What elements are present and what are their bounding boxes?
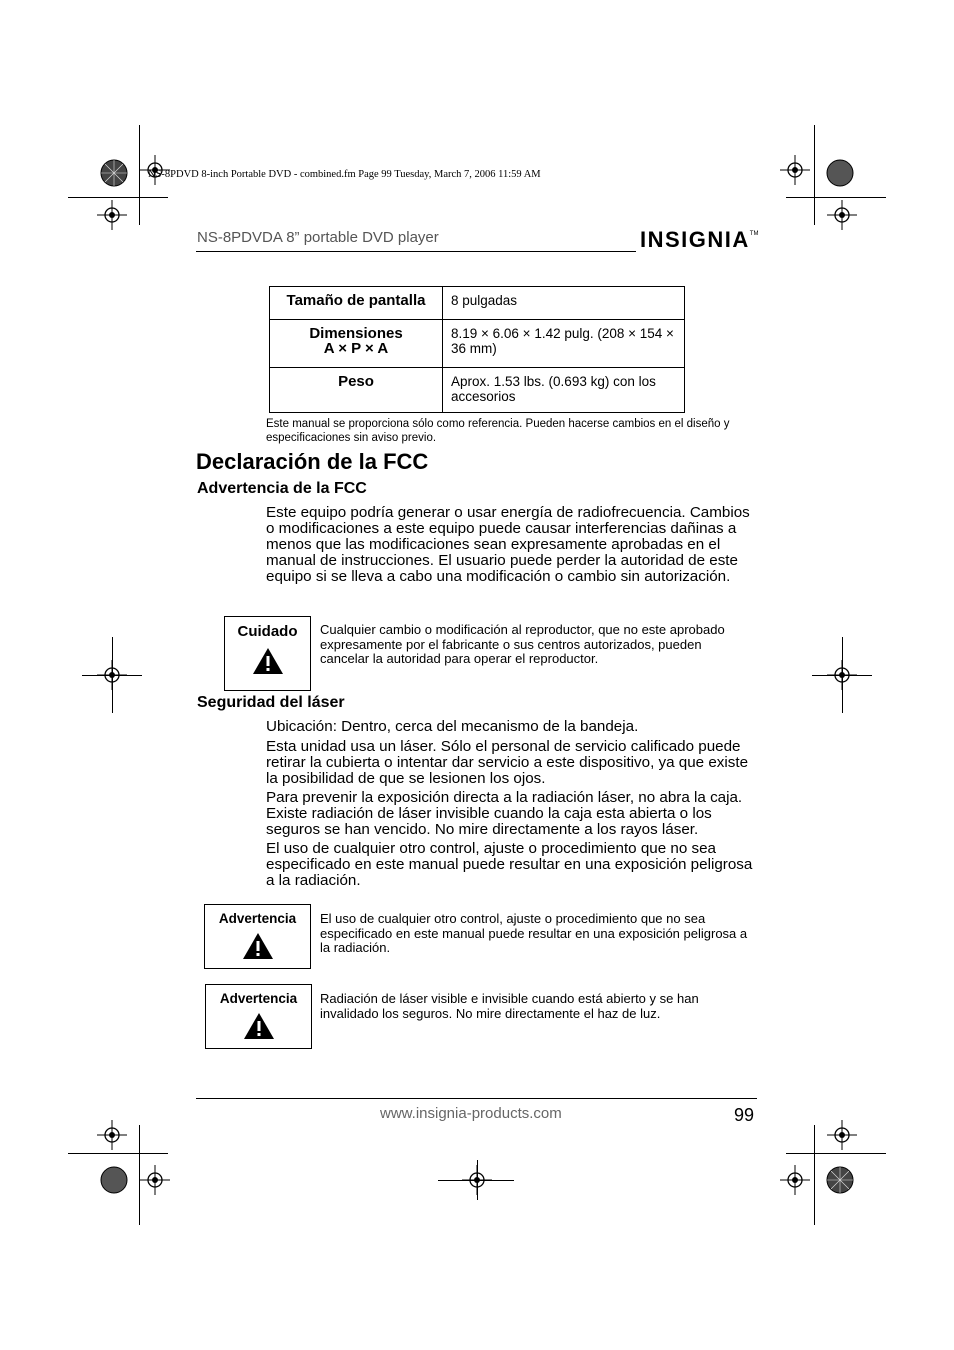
crosshair-mark-icon bbox=[97, 200, 127, 230]
crosshair-mark-icon bbox=[780, 155, 810, 185]
body-paragraph: Para prevenir la exposición directa a la radiación láser, no abra la caja. Existe radiación de láser invisible cuando la caja esta abierta o los seguros se han vencido. No mire directamente a los rayos láser. bbox=[266, 789, 743, 838]
table-row bbox=[270, 287, 685, 320]
warning-triangle-icon bbox=[252, 647, 284, 675]
registration-mark-icon bbox=[99, 158, 129, 188]
warning-text: El uso de cualquier otro control, ajuste o procedimiento que no sea especificado en este manual puede resultar en una exposición peligrosa a la radiación. bbox=[320, 911, 748, 955]
body-paragraph: Esta unidad usa un láser. Sólo el personal de servicio calificado puede retirar la cubierta o intentar dar servicio a este dispositivo, ya que existe la posibilidad de que se lesionen los ojos. bbox=[266, 738, 749, 787]
spec-value: 8.19 × 6.06 × 1.42 pulg. (208 × 154 × 36 mm) bbox=[443, 320, 685, 368]
subsection-heading: Seguridad del láser bbox=[197, 694, 345, 711]
registration-mark-icon bbox=[825, 1165, 855, 1195]
body-paragraph: Ubicación: Dentro, cerca del mecanismo de la bandeja. bbox=[266, 718, 639, 735]
registration-mark-icon bbox=[99, 1165, 129, 1195]
print-slug: NS-8PDVD 8-inch Portable DVD - combined.fm Page 99 Tuesday, March 7, 2006 11:59 AM bbox=[148, 169, 541, 180]
spec-value: 8 pulgadas bbox=[443, 287, 685, 320]
footer-url: www.insignia-products.com bbox=[380, 1105, 562, 1122]
crosshair-mark-icon bbox=[780, 1165, 810, 1195]
crosshair-mark-icon bbox=[827, 200, 857, 230]
crosshair-mark-icon bbox=[140, 1165, 170, 1195]
footer-divider bbox=[196, 1098, 757, 1099]
spec-table bbox=[269, 286, 685, 413]
section-heading: Declaración de la FCC bbox=[196, 449, 429, 474]
caution-label: Cuidado bbox=[237, 623, 298, 640]
warning-text: Radiación de láser visible e invisible cuando está abierto y se han invalidado los seguros. No mire directamente el haz de luz. bbox=[320, 991, 699, 1021]
body-paragraph: El uso de cualquier otro control, ajuste o procedimiento que no sea especificado en este manual puede resultar en una exposición peligrosa a la radiación. bbox=[266, 840, 753, 889]
page-number: 99 bbox=[734, 1105, 755, 1125]
subsection-heading: Advertencia de la FCC bbox=[197, 480, 367, 497]
warning-box bbox=[204, 904, 311, 969]
table-row bbox=[270, 320, 685, 368]
warning-triangle-icon bbox=[243, 1012, 275, 1040]
spec-value: Aprox. 1.53 lbs. (0.693 kg) con los accesorios bbox=[443, 368, 685, 413]
spec-label: Peso bbox=[270, 368, 443, 413]
caution-text: Cualquier cambio o modificación al reproductor, que no este aprobado expresamente por el fabricante o sus centros autorizados, pueden cancelar la autoridad para operar el reproductor. bbox=[320, 622, 725, 666]
body-paragraph: Este equipo podría generar o usar energía de radiofrecuencia. Cambios o modificaciones a este equipo puede causar interferencias dañinas a menos que las modificaciones sean expresamente aprobadas en el manual de instrucciones. El usuario puede perder la autoridad de este equipo si se lleva a cabo una modificación o cambio sin autorización. bbox=[266, 504, 750, 585]
warning-box bbox=[205, 984, 312, 1049]
spec-label: Tamaño de pantalla bbox=[270, 287, 443, 320]
warning-triangle-icon bbox=[242, 932, 274, 960]
running-header-title: NS-8PDVDA 8” portable DVD player bbox=[197, 229, 439, 246]
crosshair-mark-icon bbox=[97, 1120, 127, 1150]
spec-note: Este manual se proporciona sólo como referencia. Pueden hacerse cambios en el diseño y especificaciones sin aviso previo. bbox=[266, 418, 730, 444]
crosshair-mark-icon bbox=[827, 1120, 857, 1150]
spec-label: Dimensiones A × P × A bbox=[270, 320, 443, 368]
table-row bbox=[270, 368, 685, 413]
registration-mark-icon bbox=[825, 158, 855, 188]
insignia-logo: INSIGNIA™ bbox=[640, 227, 759, 252]
warning-label: Advertencia bbox=[218, 911, 297, 926]
warning-label: Advertencia bbox=[219, 991, 298, 1006]
caution-box bbox=[224, 616, 311, 691]
header-divider bbox=[196, 251, 636, 252]
